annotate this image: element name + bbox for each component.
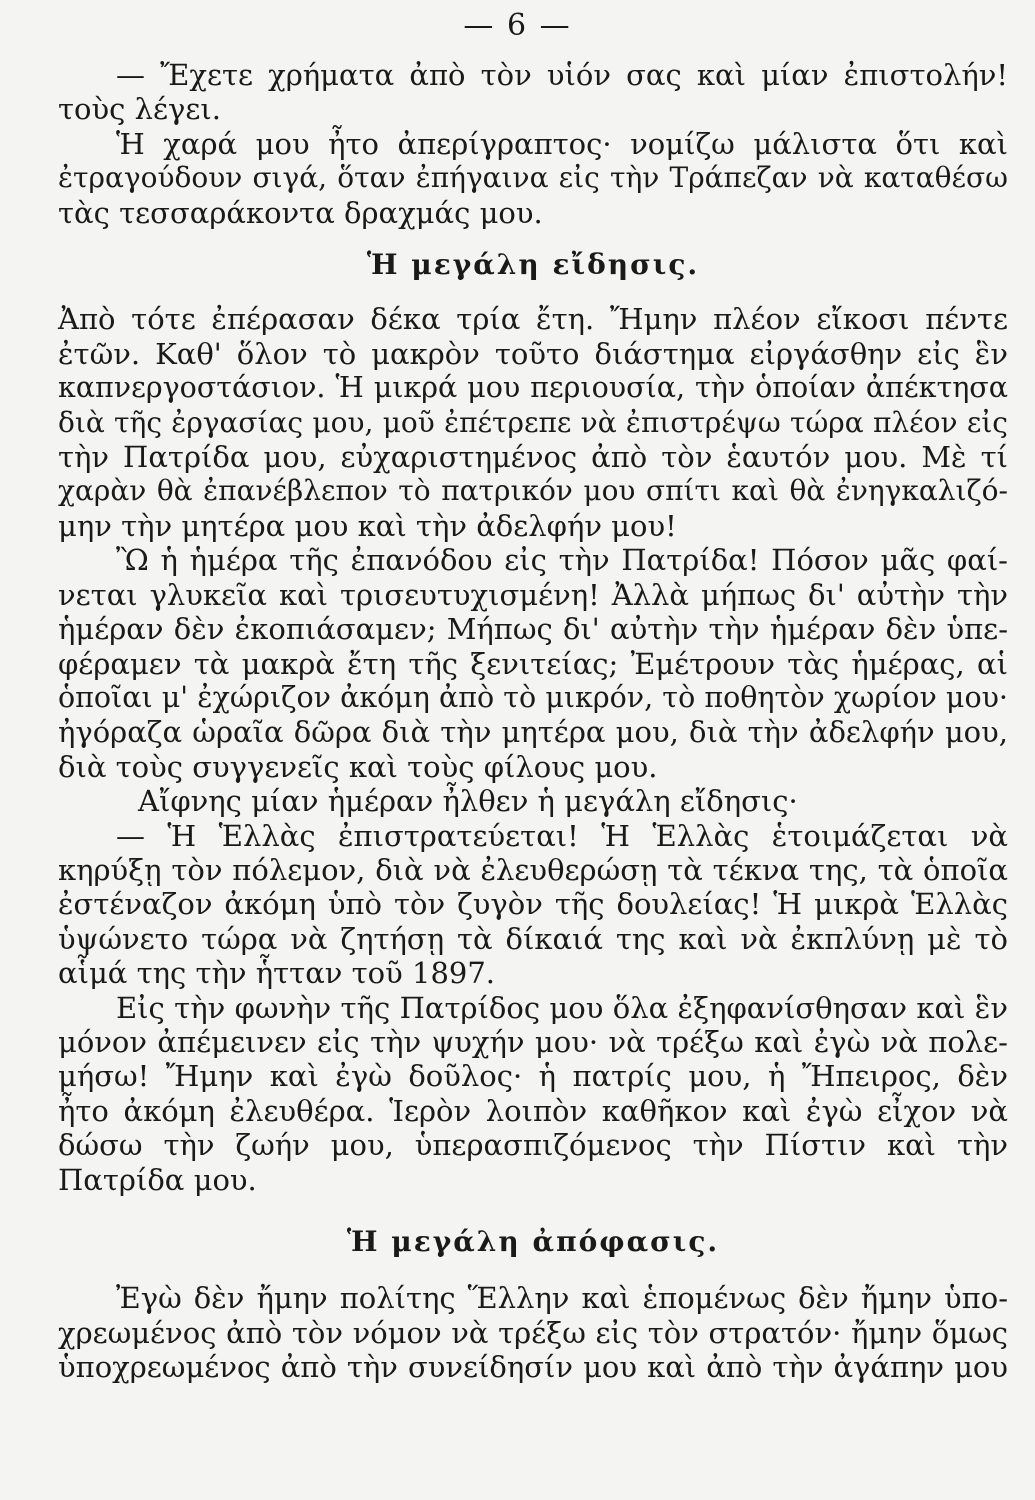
paragraph-8 [58,1281,1008,1384]
text-line: ὁποῖαι μ' ἐχώριζον ἀκόμη ἀπὸ τὸ μικρόν, τὸ ποθητὸν χωρίον μου· [58,680,1008,714]
text-line: ὑποχρεωμένος ἀπὸ τὴν συνείδησίν μου καὶ ἀπὸ τὴν ἀγάπην μου [58,1350,1008,1385]
text-line: ἡμέραν δὲν ἐκοπιάσαμεν; Μήπως δι' αὐτὴν τὴν ἡμέραν δὲν ὑπε- [58,612,1008,647]
text-line: χαρὰν θὰ ἐπανέβλεπον τὸ πατρικόν μου σπίτι καὶ θὰ ἐνηγκαλιζό- [58,474,1008,508]
paragraph-1 [58,58,1008,127]
text-line: χρεωμένος ἀπὸ τὸν νόμον νὰ τρέξω εἰς τὸν στρατόν· ἤμην ὅμως [58,1315,1008,1350]
text-line: μήσω! Ἤμην καὶ ἐγὼ δοῦλος· ἡ πατρίς μου, ἡ Ἤπειρος, δὲν [58,1059,1008,1094]
text-line: — Ἡ Ἑλλὰς ἐπιστρατεύεται! Ἡ Ἑλλὰς ἑτοιμάζεται νὰ [116,818,1008,853]
text-line: διὰ τῆς ἐργασίας μου, μοῦ ἐπέτρεπε νὰ ἐπιστρέψω τώρα πλέον εἰς [58,405,1008,439]
text-line: διὰ τοὺς συγγενεῖς καὶ τοὺς φίλους μου. [58,749,658,784]
text-line: τοὺς λέγει. [58,92,221,127]
text-line: Εἰς τὴν φωνὴν τῆς Πατρίδος μου ὅλα ἐξηφανίσθησαν καὶ ἓν [116,990,1008,1025]
text-line: καπνεργοστάσιον. Ἡ μικρά μου περιουσία, τὴν ὁποίαν ἀπέκτησα [58,371,1008,405]
paragraph-6 [58,819,1008,991]
text-line: ὑψώνετο τώρα νὰ ζητήσῃ τὰ δίκαιά της καὶ νὰ ἐκπλύνῃ μὲ τὸ [58,921,1008,956]
text-line: Ἡ χαρά μου ἦτο ἀπερίγραπτος· νομίζω μάλιστα ὅτι καὶ [116,126,1008,161]
text-line: ἐστέναζον ἀκόμη ὑπὸ τὸν ζυγὸν τῆς δουλείας! Ἡ μικρὰ Ἑλλὰς [58,887,1008,922]
paragraph-7 [58,991,1008,1197]
text-line: ἐτῶν. Καθ' ὅλον τὸ μακρὸν τοῦτο διάστημα εἰργάσθην εἰς ἓν [58,336,1008,371]
text-line: αἷμά της τὴν ἧτταν τοῦ 1897. [58,956,496,991]
text-line: Ὢ ἡ ἡμέρα τῆς ἐπανόδου εἰς τὴν Πατρίδα! Πόσον μᾶς φαί- [116,543,1008,578]
text-line: νεται γλυκεῖα καὶ τρισευτυχισμένη! Ἀλλὰ μήπως δι' αὐτὴν τὴν [58,577,1008,612]
text-line: ἐτραγούδουν σιγά, ὅταν ἐπήγαινα εἰς τὴν Τράπεζαν νὰ καταθέσω [58,161,1008,195]
text-line: μόνον ἀπέμεινεν εἰς τὴν ψυχήν μου· νὰ τρέξω καὶ ἐγὼ νὰ πολε- [58,1024,1008,1059]
text-line: Ἀπὸ τότε ἐπέρασαν δέκα τρία ἔτη. Ἤμην πλέον εἴκοσι πέντε [58,302,1008,337]
section-heading: Ἡ μεγάλη εἴδησις. [366,248,700,282]
paragraph-2 [58,127,1008,230]
text-line: τὴν Πατρίδα μου, εὐχαριστημένος ἀπὸ τὸν ἑαυτόν μου. Μὲ τί [58,440,1008,475]
text-line: μην τὴν μητέρα μου καὶ τὴν ἀδελφήν μου! [58,508,677,543]
body-text [58,58,1008,1385]
paragraph-3 [58,302,1008,543]
text-line: Ἐγὼ δὲν ἤμην πολίτης Ἕλλην καὶ ἑπομένως δὲν ἤμην ὑπο- [116,1281,1008,1316]
text-line: ἦτο ἀκόμη ἐλευθέρα. Ἱερὸν λοιπὸν καθῆκον καὶ ἐγὼ εἶχον νὰ [58,1093,1008,1128]
text-line: Αἴφνης μίαν ἡμέραν ἦλθεν ἡ μεγάλη εἴδησις· [138,784,798,819]
text-line: φέραμεν τὰ μακρὰ ἔτη τῆς ξενιτείας; Ἐμέτρουν τὰς ἡμέρας, αἱ [58,646,1008,681]
text-line: Πατρίδα μου. [58,1162,257,1197]
section-heading: Ἡ μεγάλη ἀπόφασις. [346,1225,720,1258]
paragraph-5 [58,784,1008,818]
text-line: ἠγόραζα ὡραῖα δῶρα διὰ τὴν μητέρα μου, διὰ τὴν ἀδελφήν μου, [58,715,1008,750]
page-number: — 6 — [463,8,572,43]
paragraph-4 [58,543,1008,784]
text-line: δώσω τὴν ζωήν μου, ὑπερασπιζόμενος τὴν Πίστιν καὶ τὴν [58,1128,1008,1163]
text-line: κηρύξῃ τὸν πόλεμον, διὰ νὰ ἐλευθερώσῃ τὰ τέκνα της, τὰ ὁποῖα [58,852,1008,887]
text-line: τὰς τεσσαράκοντα δραχμάς μου. [58,195,543,230]
text-line: — Ἔχετε χρήματα ἀπὸ τὸν υἱόν σας καὶ μίαν ἐπιστολήν! [116,58,1008,92]
